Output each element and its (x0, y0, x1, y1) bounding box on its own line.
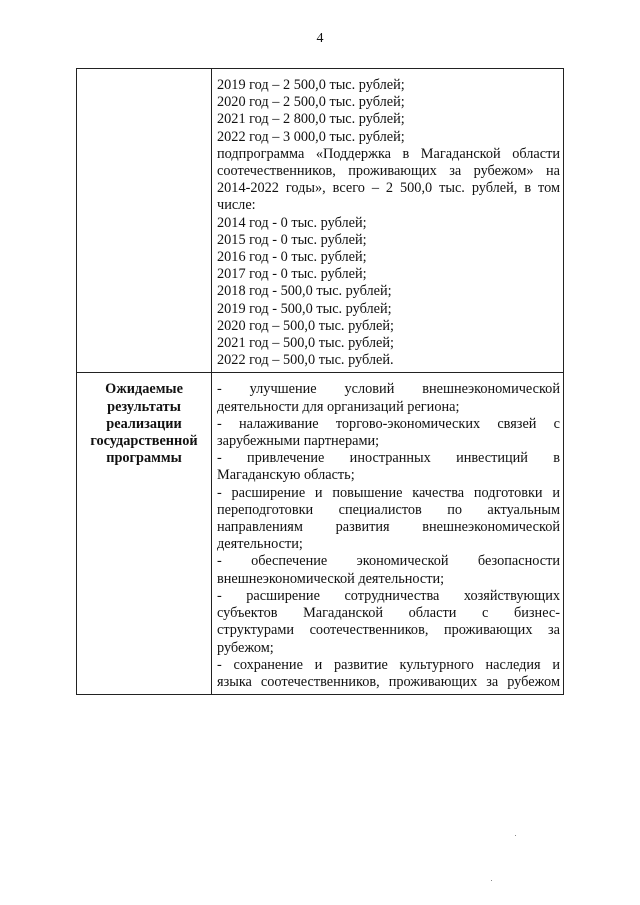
funding-line: 2021 год – 2 800,0 тыс. рублей; (217, 111, 405, 128)
funding-label-cell (77, 69, 212, 373)
results-line: зарубежными партнерами; (217, 433, 380, 450)
funding-line: 2016 год - 0 тыс. рублей; (217, 249, 367, 266)
funding-line: 2014 год - 0 тыс. рублей; (217, 214, 367, 231)
results-line: переподготовки специалистов по актуальным (217, 501, 560, 518)
scan-speck (491, 880, 492, 881)
funding-line: соотечественников, проживающих за рубежом» на (217, 163, 560, 180)
results-line: деятельности; (217, 536, 303, 553)
funding-line: 2019 год - 500,0 тыс. рублей; (217, 300, 392, 317)
funding-line: 2022 год – 3 000,0 тыс. рублей; (217, 128, 405, 145)
results-label-cell (77, 373, 212, 695)
results-line: направлениям развития внешнеэкономической (217, 519, 560, 536)
results-line: - обеспечение экономической безопасности (217, 553, 560, 570)
results-heading-line: Ожидаемые (105, 381, 183, 398)
scan-speck (515, 835, 516, 836)
funding-line: 2022 год – 500,0 тыс. рублей. (217, 352, 394, 369)
results-line: структурами соотечественников, проживающих за (217, 622, 560, 639)
results-line: рубежом; (217, 639, 274, 656)
funding-line: числе: (217, 197, 256, 214)
funding-row (77, 69, 564, 373)
page-number: 4 (316, 31, 324, 46)
funding-line: 2015 год - 0 тыс. рублей; (217, 231, 367, 248)
results-line: - расширение сотрудничества хозяйствующих (217, 587, 560, 604)
results-row (77, 373, 564, 695)
funding-line: 2020 год – 2 500,0 тыс. рублей; (217, 94, 405, 111)
funding-line: 2017 год - 0 тыс. рублей; (217, 266, 367, 283)
results-line: субъектов Магаданской области с бизнес- (217, 605, 560, 622)
results-line: деятельности для организаций региона; (217, 398, 460, 415)
program-table (76, 68, 564, 695)
results-line: Магаданскую область; (217, 467, 355, 484)
results-line: - улучшение условий внешнеэкономической (217, 381, 560, 398)
funding-line: подпрограмма «Поддержка в Магаданской области (217, 145, 560, 162)
results-heading-line: результаты (107, 398, 181, 415)
results-heading-line: программы (106, 450, 182, 467)
funding-content-cell (212, 69, 564, 373)
results-heading-line: государственной (90, 433, 198, 450)
results-heading-line: реализации (106, 415, 182, 432)
funding-line: 2020 год – 500,0 тыс. рублей; (217, 317, 395, 334)
results-line: - налаживание торгово-экономических связей с (217, 415, 560, 432)
funding-line: 2021 год – 500,0 тыс. рублей; (217, 335, 395, 352)
results-line: внешнеэкономической деятельности; (217, 570, 445, 587)
results-content-cell (212, 373, 564, 695)
results-line: - привлечение иностранных инвестиций в (217, 450, 560, 467)
results-heading (77, 373, 211, 467)
results-line: - расширение и повышение качества подготовки и (217, 484, 560, 501)
funding-line: 2019 год – 2 500,0 тыс. рублей; (217, 77, 405, 93)
results-line: - сохранение и развитие культурного наследия и (217, 656, 560, 673)
funding-line: 2018 год - 500,0 тыс. рублей; (217, 283, 392, 300)
funding-line: 2014-2022 годы», всего – 2 500,0 тыс. рублей, в том (217, 180, 560, 197)
results-line: языка соотечественников, проживающих за рубежом (217, 673, 560, 690)
